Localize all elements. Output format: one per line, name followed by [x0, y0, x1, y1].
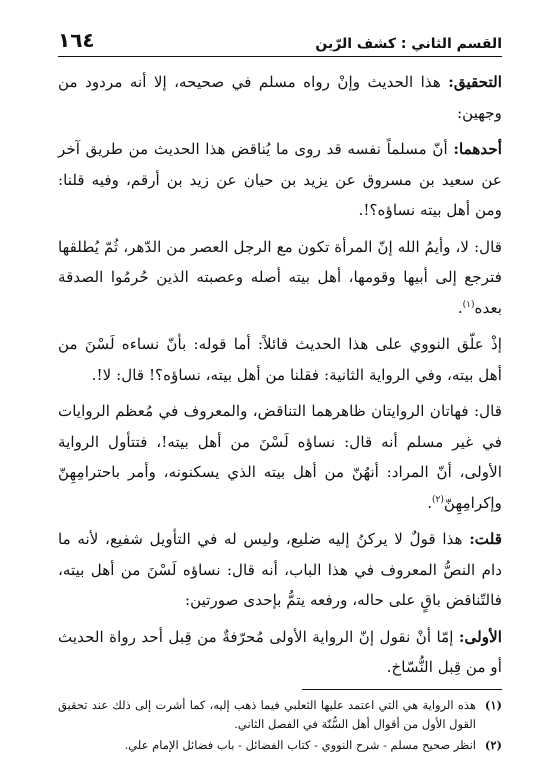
page-header — [58, 26, 502, 52]
paragraph — [58, 622, 502, 683]
header-rule — [58, 56, 502, 57]
paragraph-lead: الأولى: — [458, 627, 502, 646]
paragraph-lead: التحقيق: — [448, 73, 502, 91]
footnote-text: هذه الرواية هي التي اعتمد عليها الثعلبي فيما ذهب إليه، كما أشرت إلى ذلك عند تحقيق القول الأول من أقوال أهل السُّنّة في الفصل الثاني. — [58, 697, 476, 731]
paragraph — [58, 524, 502, 616]
body-text — [58, 67, 502, 683]
paragraph-tail: . — [427, 493, 433, 512]
footnote-mark: (١) — [484, 697, 502, 712]
paragraph-text: هذا قولٌ لا يركنُ إليه ضليع، وليس له في التأويل شفيع، لأنه ما دام النصُّ المعروف في هذا الباب، أنه قال: نساؤه لَسْنَ من أهل بيته، فالتّناقض باقٍ على حاله، ورفعه يتمُّ بإحدى صورتين: — [58, 530, 502, 609]
footnote — [58, 736, 502, 755]
footnote-text: انظر صحيح مسلم - شرح النووي - كتاب الفضائل - باب فضائل الإمام علي. — [124, 737, 476, 752]
page-number: ١٦٤ — [58, 28, 95, 52]
paragraph-lead: أحدهما: — [453, 140, 502, 158]
paragraph — [58, 232, 502, 324]
paragraph-text: هذا الحديث وإنْ رواه مسلم في صحيحه، إلا أنه مردود من وجهين: — [58, 73, 502, 122]
running-head: القسم الثاني : كشف الرّين — [315, 36, 502, 52]
footnote-ref[interactable]: (١) — [462, 299, 475, 310]
paragraph-lead: قلت: — [469, 530, 502, 548]
footnote-mark: (٢) — [484, 737, 502, 752]
paragraph-text: قال: فهاتان الروايتان ظاهرهما التناقض، والمعروف في مُعظم الروايات في غير مسلم أنه قال: نساؤه لَسْنَ من أهل بيته!، فتتأول الرواية الأولى، أنّ المراد: أنهُنّ من أهل بيته الذي يسكنونه، وأمر باحترامِهِنّ وإكرامِهِنّ — [58, 402, 502, 512]
paragraph-tail: . — [457, 298, 463, 317]
paragraph — [58, 134, 502, 226]
paragraph-text: إذْ علّق النووي على هذا الحديث قائلاً: أما قوله: بأنّ نساءه لَسْنَ من أهل بيته، وفي الرواية الثانية: فقلنا من أهل بيته، نساؤه؟! قال: لا!. — [58, 335, 502, 384]
paragraph-text: قال: لا، وأيمُ الله إنّ المرأة تكون مع الرجل العصر من الدّهر، ثُمّ يُطلقها فترجع إلى أبيها وقومها، أهل بيته أصله وعصبته الذين حُرمُوا الصدقة بعده — [58, 237, 502, 317]
paragraph-text: إمّا أنْ نقول إنّ الرواية الأولى مُحرّفةٌ من قِبل أحد رواة الحديث أو من قِبل النُّسّاخ. — [58, 627, 502, 676]
paragraph — [58, 67, 502, 128]
paragraph — [58, 329, 502, 390]
footnote-rule — [302, 689, 502, 690]
footnote — [58, 696, 502, 734]
paragraph — [58, 396, 502, 518]
footnotes — [58, 696, 502, 755]
paragraph-text: أنّ مسلماً نفسه قد روى ما يُناقض هذا الحديث من طريق آخر عن سعيد بن مسروق عن يزيد بن حيان عن زيد بن أرقم، وفيه قلنا: ومن أهل بيته نساؤه؟!. — [58, 140, 502, 219]
footnote-ref[interactable]: (٢) — [432, 494, 444, 505]
